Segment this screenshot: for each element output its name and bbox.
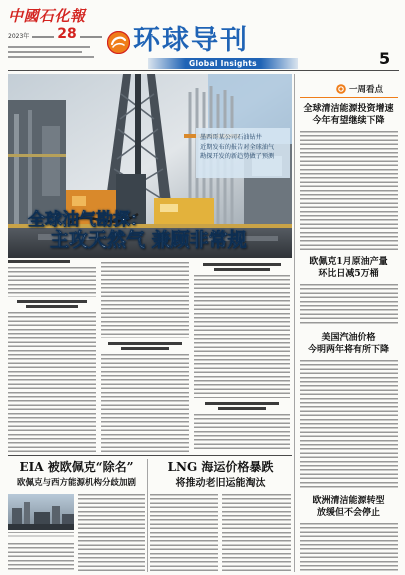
article-body-text: [194, 414, 290, 452]
tag-underline: [300, 97, 398, 98]
publication-info-line: [8, 46, 90, 48]
article-subheading: [194, 262, 290, 272]
publication-info-line: [8, 51, 82, 53]
bottom-story-headline: LNG 海运价格暴跌: [167, 460, 274, 474]
column-divider: [147, 459, 148, 572]
article-body-text: [194, 275, 290, 398]
photo-caption: [196, 128, 290, 178]
sidebar-item-headline: 欧佩克1月原油产量: [309, 257, 388, 267]
byline: [8, 260, 70, 263]
lead-headline-line-1: 全球油气勘探：: [28, 210, 147, 230]
article-body-text: [222, 494, 291, 572]
sidebar-item-headline: 环比日减5万桶: [318, 269, 379, 279]
sidebar-item-headline: 今明两年将有所下降: [307, 345, 389, 355]
editor-credits-line: [8, 56, 94, 58]
article-body-text: [101, 354, 189, 452]
section-divider: [8, 455, 292, 456]
sidebar-item-headline: 今年有望继续下降: [312, 116, 385, 126]
article-body-text: [8, 267, 96, 297]
bottom-story-subheadline: 欧佩克与西方能源机构分歧加剧: [16, 478, 136, 488]
weekly-highlights-label: 一周看点: [349, 85, 384, 95]
date-weekday-text: [80, 36, 102, 38]
article-body-text: [78, 494, 145, 572]
article-subheading: [194, 401, 290, 411]
article-subheading: [8, 299, 96, 309]
sidebar-item-headline: 美国汽油价格: [321, 333, 376, 343]
weekly-highlights-icon: [336, 84, 346, 94]
sidebar-item-body: [300, 284, 398, 326]
newspaper-logo: 中國石化報: [8, 7, 86, 25]
section-logo-icon: [107, 31, 130, 54]
news-photo-caption: [8, 532, 74, 539]
sidebar-divider: [294, 74, 295, 572]
header-divider: [8, 70, 399, 71]
article-subheading: [101, 341, 189, 351]
sidebar-item-body: [300, 131, 398, 250]
sidebar-item-body: [300, 523, 398, 572]
sidebar-item-body: [300, 360, 398, 488]
section-title: 环球导刊: [133, 25, 249, 56]
weekly-highlights-tag: [336, 83, 383, 95]
sidebar-item-headline: 全球清洁能源投资增速: [303, 104, 394, 114]
photo-caption-line: 近期发布的报告对全球油气: [200, 143, 275, 151]
date-year: 2023年: [8, 33, 30, 40]
section-subtitle-banner: Global Insights: [148, 58, 298, 69]
article-body-text: [101, 262, 189, 338]
bottom-story-headline: EIA 被欧佩克“除名”: [19, 460, 134, 474]
page-number: 5: [379, 49, 391, 68]
article-body-text: [8, 312, 96, 452]
news-photo: [8, 494, 74, 530]
photo-caption-line: 勘探开发的新趋势做了预测: [200, 153, 275, 160]
issue-date: [8, 26, 102, 42]
photo-caption-line: 墨西哥某公司石油钻井: [200, 134, 262, 141]
date-day: 28: [57, 26, 77, 42]
lead-headline-line-2: 主攻天然气 兼顾非常规: [50, 229, 247, 251]
article-body-text: [150, 494, 218, 572]
bottom-story-subheadline: 将推动老旧运能淘汰: [175, 478, 266, 489]
article-body-text: [8, 543, 74, 572]
date-month-text: [32, 36, 54, 38]
sidebar-item-headline: 放缓但不会停止: [316, 508, 380, 518]
sidebar-item-headline: 欧洲清洁能源转型: [312, 496, 385, 506]
